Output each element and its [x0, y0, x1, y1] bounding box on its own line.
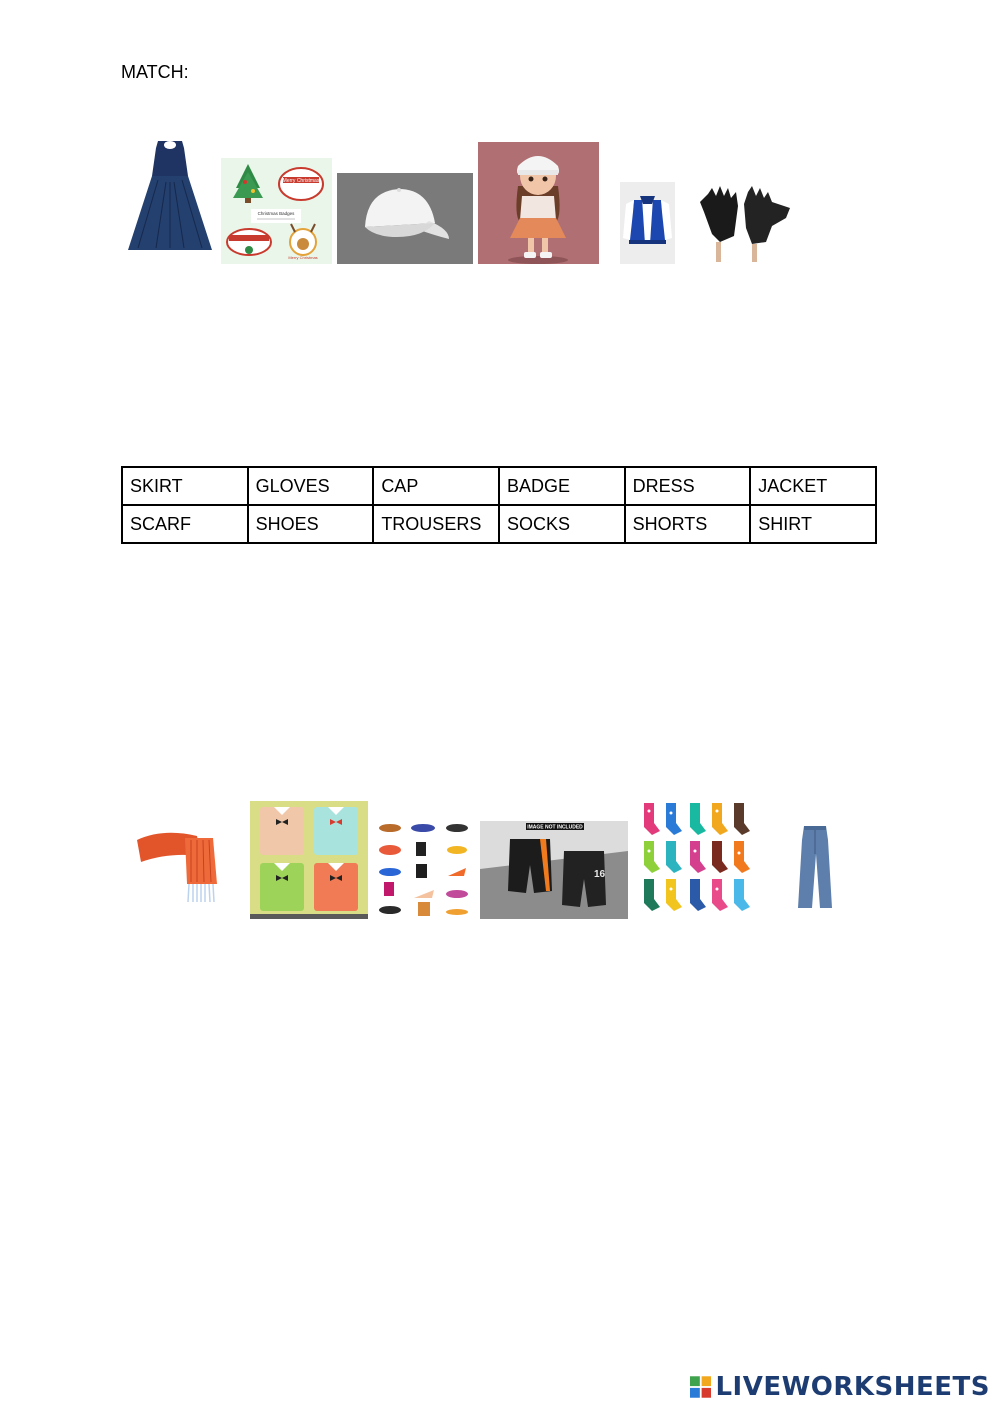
word-cell[interactable]: CAP [373, 467, 499, 505]
badge-picture [221, 158, 332, 264]
word-cell[interactable]: SOCKS [499, 505, 625, 543]
svg-text:IMAGE NOT INCLUDED: IMAGE NOT INCLUDED [527, 824, 583, 831]
socks-picture [640, 801, 754, 917]
word-cell[interactable]: SHORTS [625, 505, 751, 543]
liveworksheets-logo [690, 1372, 990, 1402]
dress-picture [126, 138, 214, 264]
skirt-picture [478, 142, 599, 264]
word-cell[interactable]: SHIRT [750, 505, 876, 543]
table-row [122, 505, 876, 543]
word-cell[interactable]: JACKET [750, 467, 876, 505]
shorts-picture [480, 821, 628, 919]
liveworksheets-logo-icon [690, 1375, 711, 1399]
svg-text:Merry Christmas: Merry Christmas [288, 255, 318, 260]
word-cell[interactable]: BADGE [499, 467, 625, 505]
shoes-picture [376, 818, 474, 918]
word-cell[interactable]: SCARF [122, 505, 248, 543]
word-cell[interactable]: GLOVES [248, 467, 374, 505]
svg-text:16: 16 [594, 869, 606, 880]
svg-text:Christmas Badges: Christmas Badges [257, 211, 295, 216]
word-table [121, 466, 877, 544]
shirt-picture [250, 801, 368, 919]
jacket-picture [620, 182, 675, 264]
word-cell[interactable]: DRESS [625, 467, 751, 505]
word-cell[interactable]: TROUSERS [373, 505, 499, 543]
scarf-picture [133, 826, 229, 906]
table-row [122, 467, 876, 505]
gloves-picture [694, 184, 798, 264]
word-cell[interactable]: SKIRT [122, 467, 248, 505]
svg-text:Merry Christmas: Merry Christmas [282, 178, 320, 184]
cap-picture [337, 173, 473, 264]
word-cell[interactable]: SHOES [248, 505, 374, 543]
trousers-picture [794, 824, 836, 910]
liveworksheets-logo-text: LIVEWORKSHEETS [715, 1372, 990, 1402]
worksheet-heading: MATCH: [121, 62, 189, 82]
